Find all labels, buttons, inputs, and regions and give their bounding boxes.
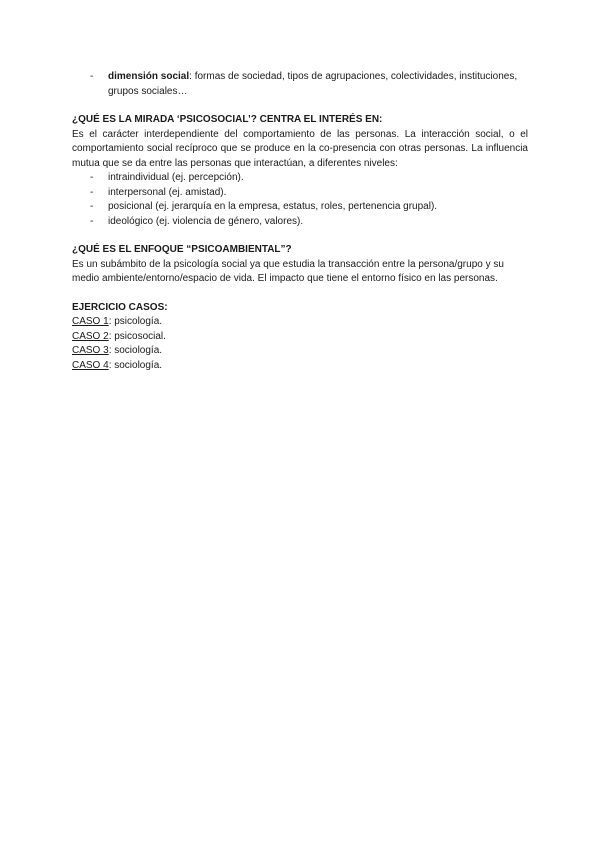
bullet-dash: - [90, 186, 94, 198]
case-label: CASO 1 [72, 316, 109, 327]
case-value: : sociología. [108, 359, 163, 371]
case-value: : psicología. [108, 316, 163, 327]
section-psicosocial [72, 113, 528, 229]
case-line [72, 330, 528, 345]
list-item [72, 215, 528, 230]
section-paragraph: Es un subámbito de la psicología social ya que estudia la transacción entre la persona/grupo y su medio ambiente/entorno/espacio de vida. El impacto que tiene el entorno físico en las personas. [72, 258, 504, 284]
list-item-text: ideológico (ej. violencia de género, valores). [108, 215, 304, 227]
list-item-text: intraindividual (ej. percepción). [108, 172, 244, 183]
case-value: : sociología. [108, 345, 163, 356]
bullet-dash: - [90, 71, 94, 82]
document-page [72, 70, 528, 373]
bullet-dash: - [90, 172, 94, 183]
bullet-dash: - [90, 215, 94, 227]
case-line [72, 359, 528, 374]
intro-bullet-text [108, 71, 517, 97]
section-heading: ¿QUÉ ES EL ENFOQUE “PSICOAMBIENTAL”? [72, 244, 292, 255]
list-item-text: posicional (ej. jerarquía en la empresa, estatus, roles, pertenencia grupal). [108, 201, 438, 212]
section-ejercicio [72, 301, 528, 374]
case-line [72, 315, 528, 330]
list-item [72, 200, 528, 215]
section-heading: ¿QUÉ ES LA MIRADA ‘PSICOSOCIAL’? CENTRA EL INTERÉS EN: [72, 114, 383, 125]
case-label: CASO 3 [72, 345, 109, 356]
case-label: CASO 2 [72, 330, 109, 342]
case-line [72, 344, 528, 359]
list-item [72, 171, 528, 186]
list-item-text: interpersonal (ej. amistad). [108, 186, 227, 198]
intro-bullet-bold: dimensión social [108, 71, 190, 82]
section-psicoambiental [72, 243, 528, 287]
list-item [72, 70, 528, 99]
case-value: : psicosocial. [108, 330, 166, 342]
bullet-dash: - [90, 201, 94, 212]
intro-bullet-rest: : formas de sociedad, tipos de agrupaciones, colectividades, instituciones, grupos sociales… [108, 71, 518, 97]
section-paragraph: Es el carácter interdependiente del comportamiento de las personas. La interacción social, o el comportamiento social recíproco que se produce en la co-presencia con otras personas. La influencia mutua que se da entre las personas que interactúan, a diferentes niveles: [72, 128, 528, 169]
section-heading: EJERCICIO CASOS: [72, 301, 168, 313]
case-label: CASO 4 [72, 359, 109, 371]
list-item [72, 186, 528, 201]
